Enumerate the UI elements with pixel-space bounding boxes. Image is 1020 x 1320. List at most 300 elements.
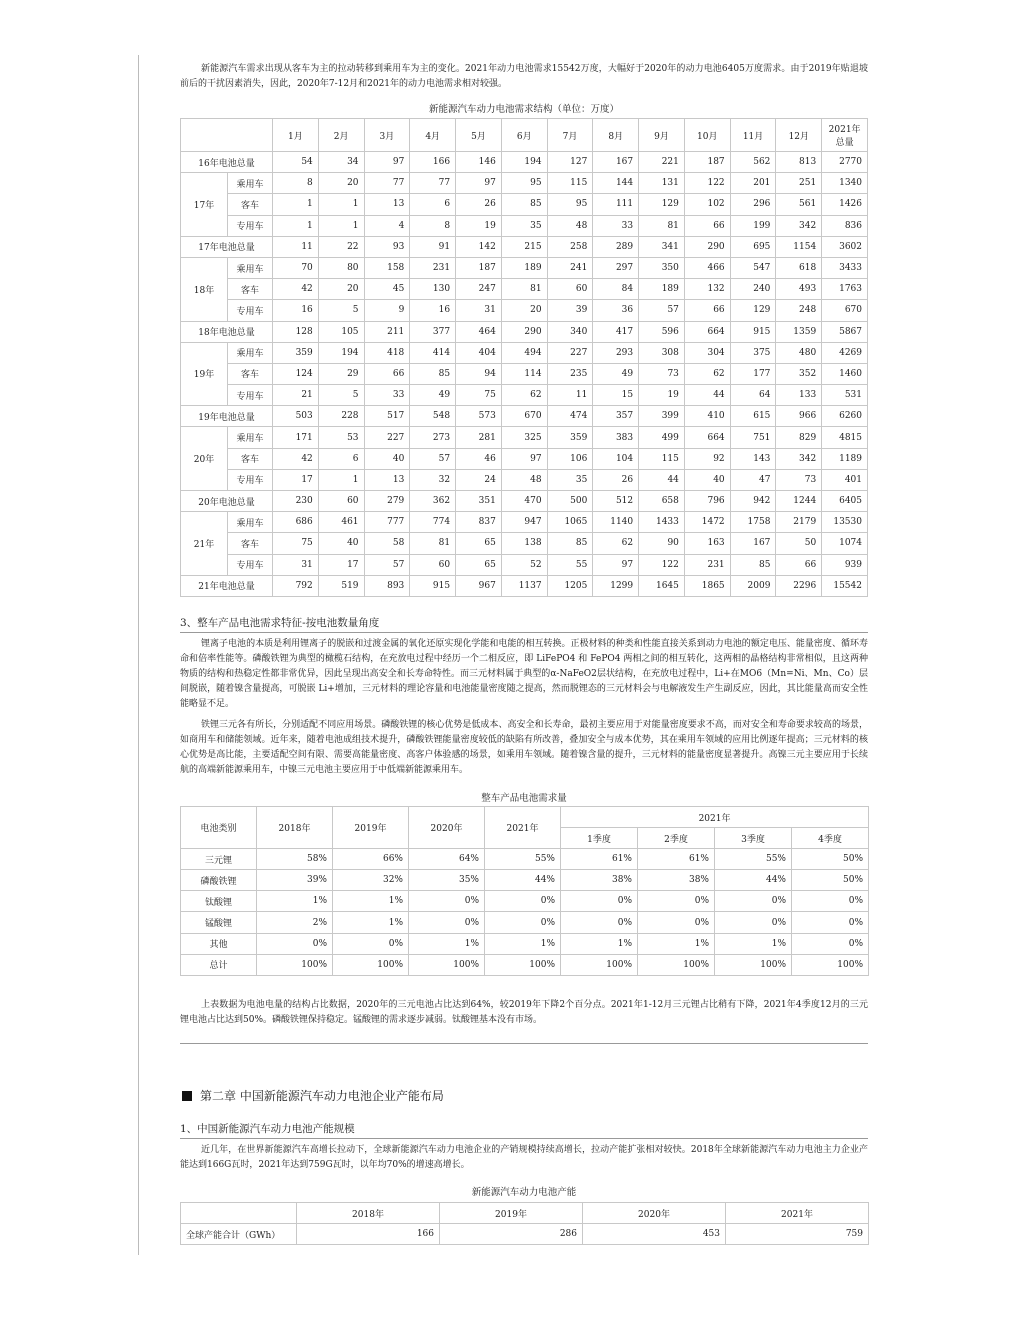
col-header: 5月 — [456, 119, 502, 152]
table-row — [181, 891, 869, 912]
table-cell: 695 — [730, 236, 776, 257]
table-cell: 75 — [273, 533, 319, 554]
col-year: 2019年 — [440, 1203, 583, 1224]
table-cell: 187 — [456, 257, 502, 278]
table-row — [181, 512, 868, 533]
table-row — [181, 321, 868, 342]
col-year: 2020年 — [409, 807, 485, 849]
table-cell: 1% — [561, 933, 638, 954]
table-cell: 50 — [776, 533, 822, 554]
table-cell: 0% — [409, 891, 485, 912]
table-cell: 829 — [776, 427, 822, 448]
table-cell: 240 — [730, 279, 776, 300]
table-cell: 35% — [409, 870, 485, 891]
table-cell: 36 — [593, 300, 639, 321]
table-cell: 248 — [776, 300, 822, 321]
table-cell: 166 — [297, 1224, 440, 1245]
table-cell: 20 — [318, 173, 364, 194]
row-label: 专用车 — [228, 554, 273, 575]
table-cell: 341 — [639, 236, 685, 257]
table-cell: 95 — [547, 194, 593, 215]
table-cell: 615 — [730, 406, 776, 427]
table-cell: 0% — [485, 891, 561, 912]
table-cell: 44 — [684, 385, 730, 406]
table-cell: 60 — [547, 279, 593, 300]
table-cell: 201 — [730, 173, 776, 194]
table-cell: 401 — [822, 469, 868, 490]
table-row — [181, 342, 868, 363]
table-cell: 4 — [364, 215, 410, 236]
row-group-label: 21年 — [181, 512, 228, 576]
row-total-label: 16年电池总量 — [181, 152, 273, 173]
table-cell: 62 — [501, 385, 547, 406]
table-cell: 1 — [318, 215, 364, 236]
table-cell: 115 — [639, 448, 685, 469]
table-cell: 231 — [684, 554, 730, 575]
row-total-label: 19年电池总量 — [181, 406, 273, 427]
table-cell: 670 — [822, 300, 868, 321]
table-cell: 104 — [593, 448, 639, 469]
table-row — [181, 427, 868, 448]
table-cell: 383 — [593, 427, 639, 448]
table-cell: 0% — [257, 933, 333, 954]
row-label: 三元锂 — [181, 849, 257, 870]
table-cell: 562 — [730, 152, 776, 173]
row-label: 专用车 — [228, 215, 273, 236]
table1-caption: 新能源汽车动力电池需求结构（单位：万度） — [428, 104, 619, 115]
table-cell: 290 — [684, 236, 730, 257]
col-header: 1月 — [273, 119, 319, 152]
table-cell: 480 — [776, 342, 822, 363]
table-cell: 461 — [318, 512, 364, 533]
table-cell: 1865 — [684, 575, 730, 596]
col-header: 3月 — [364, 119, 410, 152]
table-cell: 0% — [561, 891, 638, 912]
row-label: 客车 — [228, 448, 273, 469]
row-total-label: 21年电池总量 — [181, 575, 273, 596]
page-margin-line — [138, 55, 139, 1255]
row-label: 乘用车 — [228, 257, 273, 278]
col-header: 6月 — [501, 119, 547, 152]
col-header: 2月 — [318, 119, 364, 152]
table-cell: 548 — [410, 406, 456, 427]
table-cell: 664 — [684, 321, 730, 342]
table-cell: 493 — [776, 279, 822, 300]
table-row — [181, 849, 869, 870]
table-cell: 1% — [333, 912, 409, 933]
table-cell: 494 — [501, 342, 547, 363]
table-cell: 38% — [638, 870, 715, 891]
table-cell: 40 — [318, 533, 364, 554]
col-year: 2019年 — [333, 807, 409, 849]
table-cell: 62 — [593, 533, 639, 554]
table-cell: 50% — [792, 849, 869, 870]
table-cell: 1074 — [822, 533, 868, 554]
table-cell: 1426 — [822, 194, 868, 215]
table-cell: 342 — [776, 215, 822, 236]
table-cell: 399 — [639, 406, 685, 427]
table-cell: 1433 — [639, 512, 685, 533]
table-cell: 258 — [547, 236, 593, 257]
table-cell: 11 — [273, 236, 319, 257]
table-cell: 777 — [364, 512, 410, 533]
table-cell: 58 — [364, 533, 410, 554]
table-cell: 221 — [639, 152, 685, 173]
table-cell: 9 — [364, 300, 410, 321]
table-cell: 62 — [684, 363, 730, 384]
table-cell: 0% — [638, 891, 715, 912]
table-cell: 33 — [593, 215, 639, 236]
row-total-label: 20年电池总量 — [181, 491, 273, 512]
table-cell: 2296 — [776, 575, 822, 596]
table-cell: 19 — [639, 385, 685, 406]
table-row — [181, 912, 869, 933]
table-cell: 57 — [364, 554, 410, 575]
table-cell: 143 — [730, 448, 776, 469]
table-cell: 26 — [593, 469, 639, 490]
row-group-label: 18年 — [181, 257, 228, 321]
table-cell: 77 — [364, 173, 410, 194]
table-cell: 618 — [776, 257, 822, 278]
table-cell: 5 — [318, 385, 364, 406]
table-cell: 39 — [547, 300, 593, 321]
table-cell: 915 — [730, 321, 776, 342]
table-cell: 102 — [684, 194, 730, 215]
table-cell: 46 — [456, 448, 502, 469]
table-cell: 64 — [730, 385, 776, 406]
table-cell: 966 — [776, 406, 822, 427]
table-cell: 50% — [792, 870, 869, 891]
table-cell: 97 — [593, 554, 639, 575]
table-cell: 0% — [333, 933, 409, 954]
table-cell: 573 — [456, 406, 502, 427]
row-label: 其他 — [181, 933, 257, 954]
row-label: 客车 — [228, 363, 273, 384]
table-cell: 6 — [410, 194, 456, 215]
section-divider — [180, 1043, 868, 1044]
table-cell: 227 — [547, 342, 593, 363]
table-cell: 470 — [501, 491, 547, 512]
table-cell: 81 — [639, 215, 685, 236]
table-cell: 84 — [593, 279, 639, 300]
table-cell: 144 — [593, 173, 639, 194]
table-row — [181, 279, 868, 300]
table-cell: 73 — [776, 469, 822, 490]
row-label: 客车 — [228, 533, 273, 554]
table2-caption: 整车产品电池需求量 — [481, 793, 567, 804]
table-cell: 359 — [273, 342, 319, 363]
row-group-label: 19年 — [181, 342, 228, 406]
table-cell: 351 — [456, 491, 502, 512]
table-cell: 100% — [333, 954, 409, 975]
table-cell: 194 — [318, 342, 364, 363]
table-cell: 20 — [501, 300, 547, 321]
table-cell: 362 — [410, 491, 456, 512]
table-cell: 6405 — [822, 491, 868, 512]
table-cell: 85 — [410, 363, 456, 384]
table-cell: 85 — [547, 533, 593, 554]
table-cell: 561 — [776, 194, 822, 215]
table-cell: 512 — [593, 491, 639, 512]
table-cell: 664 — [684, 427, 730, 448]
table-cell: 58% — [257, 849, 333, 870]
table-cell: 26 — [456, 194, 502, 215]
table-cell: 352 — [776, 363, 822, 384]
table-row — [181, 215, 868, 236]
table-cell: 325 — [501, 427, 547, 448]
table-cell: 97 — [456, 173, 502, 194]
capacity-table — [180, 1202, 869, 1245]
table-cell: 1% — [409, 933, 485, 954]
table-cell: 2009 — [730, 575, 776, 596]
table-cell: 31 — [273, 554, 319, 575]
table-cell: 11 — [547, 385, 593, 406]
table-cell: 375 — [730, 342, 776, 363]
table-cell: 942 — [730, 491, 776, 512]
table-cell: 836 — [822, 215, 868, 236]
table-cell: 0% — [792, 933, 869, 954]
table-cell: 1 — [318, 194, 364, 215]
table-cell: 97 — [364, 152, 410, 173]
table-row — [181, 491, 868, 512]
table3-caption: 新能源汽车动力电池产能 — [471, 1187, 577, 1198]
col-year: 2018年 — [257, 807, 333, 849]
table-row — [181, 469, 868, 490]
table-cell: 6 — [318, 448, 364, 469]
table-cell: 796 — [684, 491, 730, 512]
table-cell: 247 — [456, 279, 502, 300]
table-cell: 500 — [547, 491, 593, 512]
table-cell: 54 — [273, 152, 319, 173]
table-cell: 359 — [547, 427, 593, 448]
table-cell: 55 — [547, 554, 593, 575]
table-cell: 464 — [456, 321, 502, 342]
table-cell: 947 — [501, 512, 547, 533]
table-cell: 31 — [456, 300, 502, 321]
table-cell: 129 — [730, 300, 776, 321]
table-cell: 418 — [364, 342, 410, 363]
table-cell: 17 — [273, 469, 319, 490]
table-cell: 1% — [333, 891, 409, 912]
table-cell: 70 — [273, 257, 319, 278]
table-cell: 547 — [730, 257, 776, 278]
table-cell: 92 — [684, 448, 730, 469]
table-cell: 55% — [485, 849, 561, 870]
table-cell: 279 — [364, 491, 410, 512]
table-cell: 66 — [684, 300, 730, 321]
table-cell: 100% — [485, 954, 561, 975]
table-cell: 0% — [561, 912, 638, 933]
table-cell: 1189 — [822, 448, 868, 469]
table-cell: 57 — [639, 300, 685, 321]
table-cell: 85 — [730, 554, 776, 575]
table3-corner — [181, 1203, 297, 1224]
table-cell: 286 — [440, 1224, 583, 1245]
table-cell: 166 — [410, 152, 456, 173]
table-cell: 105 — [318, 321, 364, 342]
table-cell: 100% — [561, 954, 638, 975]
table-cell: 0% — [409, 912, 485, 933]
table-cell: 122 — [639, 554, 685, 575]
table-cell: 100% — [409, 954, 485, 975]
table-cell: 48 — [501, 469, 547, 490]
table-cell: 77 — [410, 173, 456, 194]
table-cell: 6260 — [822, 406, 868, 427]
table-cell: 55% — [715, 849, 792, 870]
table-cell: 146 — [456, 152, 502, 173]
row-group-label: 17年 — [181, 173, 228, 237]
table-cell: 3433 — [822, 257, 868, 278]
section1-paragraph: 近几年，在世界新能源汽车高增长拉动下，全球新能源汽车动力电池企业的产销规模持续高增长，拉动产能扩张相对较快。2018年全球新能源汽车动力电池主力企业产能达到166G瓦时，2021年达到759G瓦时，以年均70%的增速高增长。 — [180, 1145, 868, 1170]
row-label: 全球产能合计（GWh） — [181, 1224, 297, 1245]
table-cell: 414 — [410, 342, 456, 363]
table-cell: 100% — [257, 954, 333, 975]
row-label: 客车 — [228, 194, 273, 215]
table-cell: 29 — [318, 363, 364, 384]
col-year: 2018年 — [297, 1203, 440, 1224]
table-cell: 32 — [410, 469, 456, 490]
table-cell: 1% — [638, 933, 715, 954]
table-cell: 187 — [684, 152, 730, 173]
table-cell: 15 — [593, 385, 639, 406]
table-row — [181, 363, 868, 384]
table-cell: 792 — [273, 575, 319, 596]
table-cell: 158 — [364, 257, 410, 278]
row-label: 总计 — [181, 954, 257, 975]
table-cell: 138 — [501, 533, 547, 554]
table-cell: 39% — [257, 870, 333, 891]
table-cell: 16 — [273, 300, 319, 321]
table-row — [181, 870, 869, 891]
table-cell: 85 — [501, 194, 547, 215]
table-cell: 48 — [547, 215, 593, 236]
table-cell: 837 — [456, 512, 502, 533]
table-cell: 167 — [730, 533, 776, 554]
table-cell: 273 — [410, 427, 456, 448]
table-cell: 404 — [456, 342, 502, 363]
table-cell: 40 — [364, 448, 410, 469]
table-cell: 44 — [639, 469, 685, 490]
table-cell: 293 — [593, 342, 639, 363]
col-header: 8月 — [593, 119, 639, 152]
table-row — [181, 173, 868, 194]
table-cell: 2179 — [776, 512, 822, 533]
table-cell: 281 — [456, 427, 502, 448]
table-cell: 658 — [639, 491, 685, 512]
table-cell: 1460 — [822, 363, 868, 384]
table-cell: 531 — [822, 385, 868, 406]
table-cell: 517 — [364, 406, 410, 427]
table-cell: 65 — [456, 533, 502, 554]
table-cell: 167 — [593, 152, 639, 173]
section3-paragraph-1: 锂离子电池的本质是利用锂离子的脱嵌和过渡金属的氧化还原实现化学能和电能的相互转换。正极材料的种类和性能直接关系到动力电池的额定电压、能量密度、循环寿命和倍率性能等。磷酸铁锂为典型的橄榄石结构，在充放电过程中经历一个二相反应，即 LiFePO4 和 FePO4 两相之间的相互转化，这两相的晶格结构非常相似，且这两种物质的结构和热稳定性都非常优异，因此呈现出高安全和长寿命特性。而三元材料属于典型的α-NaFeO2层状结构，在充放电过程中，Li+在MO6（Mn=Ni、Mn、Co）层间脱嵌，随着镍含量提高，可脱嵌 Li+增加，三元材料的理论容量和电池能量密度随之提高，然而脱锂态的三元材料会与电解液发生产生副反应，因此，其比能量高而安全性能略显不足。 — [180, 639, 868, 709]
table-cell: 893 — [364, 575, 410, 596]
table1-header-row — [181, 119, 868, 152]
section3-heading: 3、整车产品电池需求特征-按电池数量角度 — [180, 615, 868, 633]
table-cell: 42 — [273, 448, 319, 469]
table-cell: 227 — [364, 427, 410, 448]
table-cell: 132 — [684, 279, 730, 300]
table-cell: 95 — [501, 173, 547, 194]
row-label: 乘用车 — [228, 427, 273, 448]
table-cell: 66% — [333, 849, 409, 870]
table-cell: 289 — [593, 236, 639, 257]
table-cell: 80 — [318, 257, 364, 278]
table-cell: 774 — [410, 512, 456, 533]
table-cell: 340 — [547, 321, 593, 342]
table-cell: 1 — [273, 194, 319, 215]
col-group-2021: 2021年 — [561, 807, 869, 828]
table-cell: 75 — [456, 385, 502, 406]
table-cell: 5 — [318, 300, 364, 321]
table-cell: 33 — [364, 385, 410, 406]
table-row — [181, 300, 868, 321]
table-cell: 129 — [639, 194, 685, 215]
table-cell: 1065 — [547, 512, 593, 533]
table-cell: 304 — [684, 342, 730, 363]
row-label: 乘用车 — [228, 512, 273, 533]
table-cell: 115 — [547, 173, 593, 194]
table-cell: 47 — [730, 469, 776, 490]
table-cell: 17 — [318, 554, 364, 575]
chapter2-heading — [182, 1087, 444, 1104]
intro-paragraph: 新能源汽车需求出现从客车为主的拉动转移到乘用车为主的变化。2021年动力电池需求15542万度，大幅好于2020年的动力电池6405万度需求。由于2019年贴退坡前后的干扰因素消失，因此，2020年7-12月和2021年的动力电池需求相对较强。 — [180, 64, 868, 89]
table-cell: 122 — [684, 173, 730, 194]
table-cell: 1137 — [501, 575, 547, 596]
col-quarter: 1季度 — [561, 828, 638, 849]
table-cell: 357 — [593, 406, 639, 427]
table-cell: 189 — [501, 257, 547, 278]
table-cell: 1299 — [593, 575, 639, 596]
table-row — [181, 1224, 869, 1245]
table-cell: 1% — [257, 891, 333, 912]
table-cell: 93 — [364, 236, 410, 257]
table-cell: 60 — [318, 491, 364, 512]
table-cell: 474 — [547, 406, 593, 427]
table-cell: 16 — [410, 300, 456, 321]
table-cell: 410 — [684, 406, 730, 427]
table-cell: 596 — [639, 321, 685, 342]
table-cell: 124 — [273, 363, 319, 384]
table-cell: 0% — [792, 912, 869, 933]
square-bullet-icon — [182, 1091, 192, 1101]
table-cell: 670 — [501, 406, 547, 427]
table-row — [181, 954, 869, 975]
table-cell: 97 — [501, 448, 547, 469]
table-cell: 1645 — [639, 575, 685, 596]
table-cell: 1140 — [593, 512, 639, 533]
table-row — [181, 257, 868, 278]
col-header: 12月 — [776, 119, 822, 152]
table-cell: 759 — [726, 1224, 869, 1245]
table-cell: 81 — [501, 279, 547, 300]
table-cell: 53 — [318, 427, 364, 448]
table-cell: 2770 — [822, 152, 868, 173]
col-battery-type: 电池类别 — [181, 807, 257, 849]
row-label: 乘用车 — [228, 173, 273, 194]
table-cell: 45 — [364, 279, 410, 300]
table-cell: 1154 — [776, 236, 822, 257]
table-cell: 44% — [715, 870, 792, 891]
table-cell: 142 — [456, 236, 502, 257]
table-cell: 22 — [318, 236, 364, 257]
table-cell: 61% — [561, 849, 638, 870]
table-cell: 35 — [501, 215, 547, 236]
table-cell: 235 — [547, 363, 593, 384]
row-label: 客车 — [228, 279, 273, 300]
table-cell: 1472 — [684, 512, 730, 533]
table-row — [181, 575, 868, 596]
